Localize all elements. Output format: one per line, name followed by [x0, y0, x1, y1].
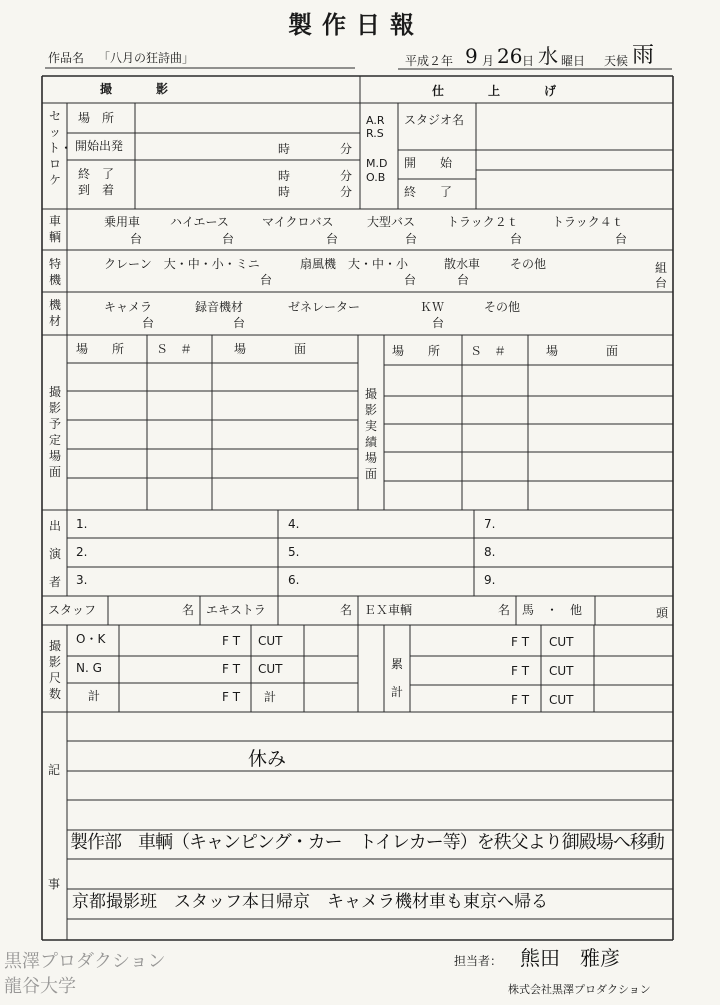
- studio-label: スタジオ名: [404, 113, 465, 127]
- cast-number: 5.: [288, 545, 300, 559]
- horse-count-unit: 頭: [656, 606, 669, 620]
- equipment-unit: 台: [142, 316, 155, 330]
- start-hour-unit: 時: [278, 142, 291, 156]
- notes-side-ji: 事: [48, 877, 61, 891]
- vehicle-unit: 台: [326, 232, 339, 246]
- note-line-vehicles: 製作部 車輌（キャンピング・カー トイレカー等）を秩父より御殿場へ移動: [70, 832, 664, 853]
- special-unit: 台: [457, 273, 470, 287]
- rs-label: R.S: [366, 127, 384, 140]
- cut-total-label: 計: [264, 690, 277, 704]
- weekday-value: 水: [538, 44, 558, 68]
- cumulative-cut-unit: CUT: [549, 664, 574, 678]
- horse-label: 馬 ・ 他: [522, 603, 583, 617]
- plan-s-header: Ｓ ＃: [156, 342, 193, 356]
- ft-unit: F T: [222, 634, 241, 648]
- vehicle-unit: 台: [615, 232, 628, 246]
- special-unit: 台: [655, 276, 668, 290]
- company-name: 株式会社黒澤プロダクション: [508, 983, 651, 996]
- camera-label: キャメラ: [104, 300, 153, 314]
- cast-side: 出演者: [48, 519, 61, 589]
- plan-place-header: 場 所: [76, 342, 125, 356]
- close-label: 終 了: [404, 185, 453, 199]
- special-side: 特機: [48, 257, 61, 287]
- era-label: 平成２年: [405, 54, 454, 68]
- cast-number: 1.: [76, 517, 88, 531]
- place-label: 場 所: [78, 111, 115, 125]
- actual-scene-header: 場 面: [546, 344, 619, 358]
- extra-count-unit: 名: [340, 603, 353, 617]
- staff-label: スタッフ: [48, 603, 97, 617]
- equipment-unit: 台: [233, 316, 246, 330]
- arrive-minute-unit: 分: [340, 185, 353, 199]
- note-line-kyoto: 京都撮影班 スタッフ本日帰京 キャメラ機材車も東京へ帰る: [72, 892, 548, 912]
- cast-number: 2.: [76, 545, 88, 559]
- ob-label: O.B: [366, 171, 386, 184]
- special-unit: 台: [260, 273, 273, 287]
- cumulative-ft-unit: F T: [511, 635, 530, 649]
- vehicle-truck4t: トラック４ｔ: [552, 215, 624, 229]
- cast-number: 3.: [76, 573, 88, 587]
- cumulative-ft-unit: F T: [511, 693, 530, 707]
- film-side: 撮影尺数: [48, 639, 61, 701]
- ng-label: N. G: [76, 661, 102, 675]
- special-other-label: その他: [510, 257, 547, 271]
- arrive-label: 到 着: [78, 183, 115, 197]
- kw-label: ＫＷ: [420, 300, 445, 314]
- cast-number: 7.: [484, 517, 496, 531]
- cumulative-cut-unit: CUT: [549, 693, 574, 707]
- cast-number: 9.: [484, 573, 496, 587]
- vehicle-unit: 台: [222, 232, 235, 246]
- set-loca-side: セット・ロケ: [48, 109, 73, 187]
- watermark-production: 黒澤プロダクション: [4, 951, 166, 972]
- cast-number: 4.: [288, 517, 300, 531]
- special-group-unit: 組: [655, 261, 668, 275]
- form-title: 製作日報: [288, 11, 424, 39]
- cumulative-ft-unit: F T: [511, 664, 530, 678]
- start-label: 開始出発: [75, 139, 124, 153]
- vehicle-microbus: マイクロバス: [262, 215, 334, 229]
- arrive-hour-unit: 時: [278, 185, 291, 199]
- generator-label: ゼネレーター: [288, 300, 361, 314]
- month-unit: 月: [482, 54, 495, 68]
- day-value: 26: [497, 44, 523, 68]
- reporter-name: 熊田 雅彦: [520, 946, 620, 970]
- end-minute-unit: 分: [340, 169, 353, 183]
- weather-label: 天候: [604, 54, 629, 68]
- vehicle-unit: 台: [510, 232, 523, 246]
- cast-number: 6.: [288, 573, 300, 587]
- weather-value: 雨: [632, 43, 655, 68]
- cut-unit: CUT: [258, 662, 283, 676]
- open-label: 開 始: [404, 156, 453, 170]
- vehicle-unit: 台: [130, 232, 143, 246]
- equipment-other-label: その他: [484, 300, 521, 314]
- end-hour-unit: 時: [278, 169, 291, 183]
- ok-label: O・K: [76, 632, 106, 646]
- cast-number: 8.: [484, 545, 496, 559]
- film-total-label: 計: [88, 689, 101, 703]
- start-minute-unit: 分: [340, 142, 353, 156]
- equipment-side: 機材: [48, 298, 61, 328]
- notes-side-ki: 記: [48, 763, 61, 777]
- weekday-unit: 曜日: [561, 54, 586, 68]
- actual-place-header: 場 所: [392, 344, 441, 358]
- cumulative-side: 累計: [390, 657, 403, 699]
- vehicle-truck2t: トラック２ｔ: [447, 215, 519, 229]
- special-unit: 台: [404, 273, 417, 287]
- plan-scene-header: 場 面: [234, 342, 307, 356]
- vehicles-side: 車輌: [48, 214, 61, 244]
- ft-unit: F T: [222, 662, 241, 676]
- crane-label: クレーン 大・中・小・ミニ: [104, 257, 260, 271]
- actual-scenes-side: 撮影実績場面: [364, 387, 377, 481]
- day-unit: 日: [522, 54, 535, 68]
- plan-scenes-side: 撮影予定場面: [48, 385, 61, 479]
- ex-car-count-unit: 名: [498, 603, 511, 617]
- equipment-unit: 台: [432, 316, 445, 330]
- vehicle-bigbus: 大型バス: [367, 215, 416, 229]
- month-value: 9: [465, 44, 478, 68]
- finishing-header: 仕 上 げ: [432, 84, 559, 98]
- work-label: 作品名: [48, 51, 85, 65]
- recorder-label: 録音機材: [195, 300, 244, 314]
- cut-unit: CUT: [258, 634, 283, 648]
- reporter-label: 担当者：: [454, 954, 503, 968]
- fan-label: 扇風機 大・中・小: [300, 257, 409, 271]
- sprinkler-label: 散水車: [444, 257, 481, 271]
- extra-label: エキストラ: [206, 603, 266, 617]
- actual-s-header: Ｓ ＃: [470, 344, 507, 358]
- cumulative-cut-unit: CUT: [549, 635, 574, 649]
- staff-count-unit: 名: [182, 603, 195, 617]
- md-label: M.D: [366, 157, 388, 170]
- ft-unit: F T: [222, 690, 241, 704]
- shooting-header: 撮 影: [100, 82, 171, 96]
- vehicle-hiace: ハイエース: [170, 215, 229, 229]
- work-title: 「八月の狂詩曲」: [98, 51, 195, 65]
- watermark-university: 龍谷大学: [4, 976, 76, 997]
- ar-label: A.R: [366, 114, 385, 127]
- note-line-rest: 休み: [248, 748, 287, 770]
- vehicle-unit: 台: [405, 232, 418, 246]
- ex-car-label: ＥＸ車輌: [364, 603, 413, 617]
- vehicle-sedan: 乗用車: [104, 215, 141, 229]
- end-label: 終 了: [78, 167, 115, 181]
